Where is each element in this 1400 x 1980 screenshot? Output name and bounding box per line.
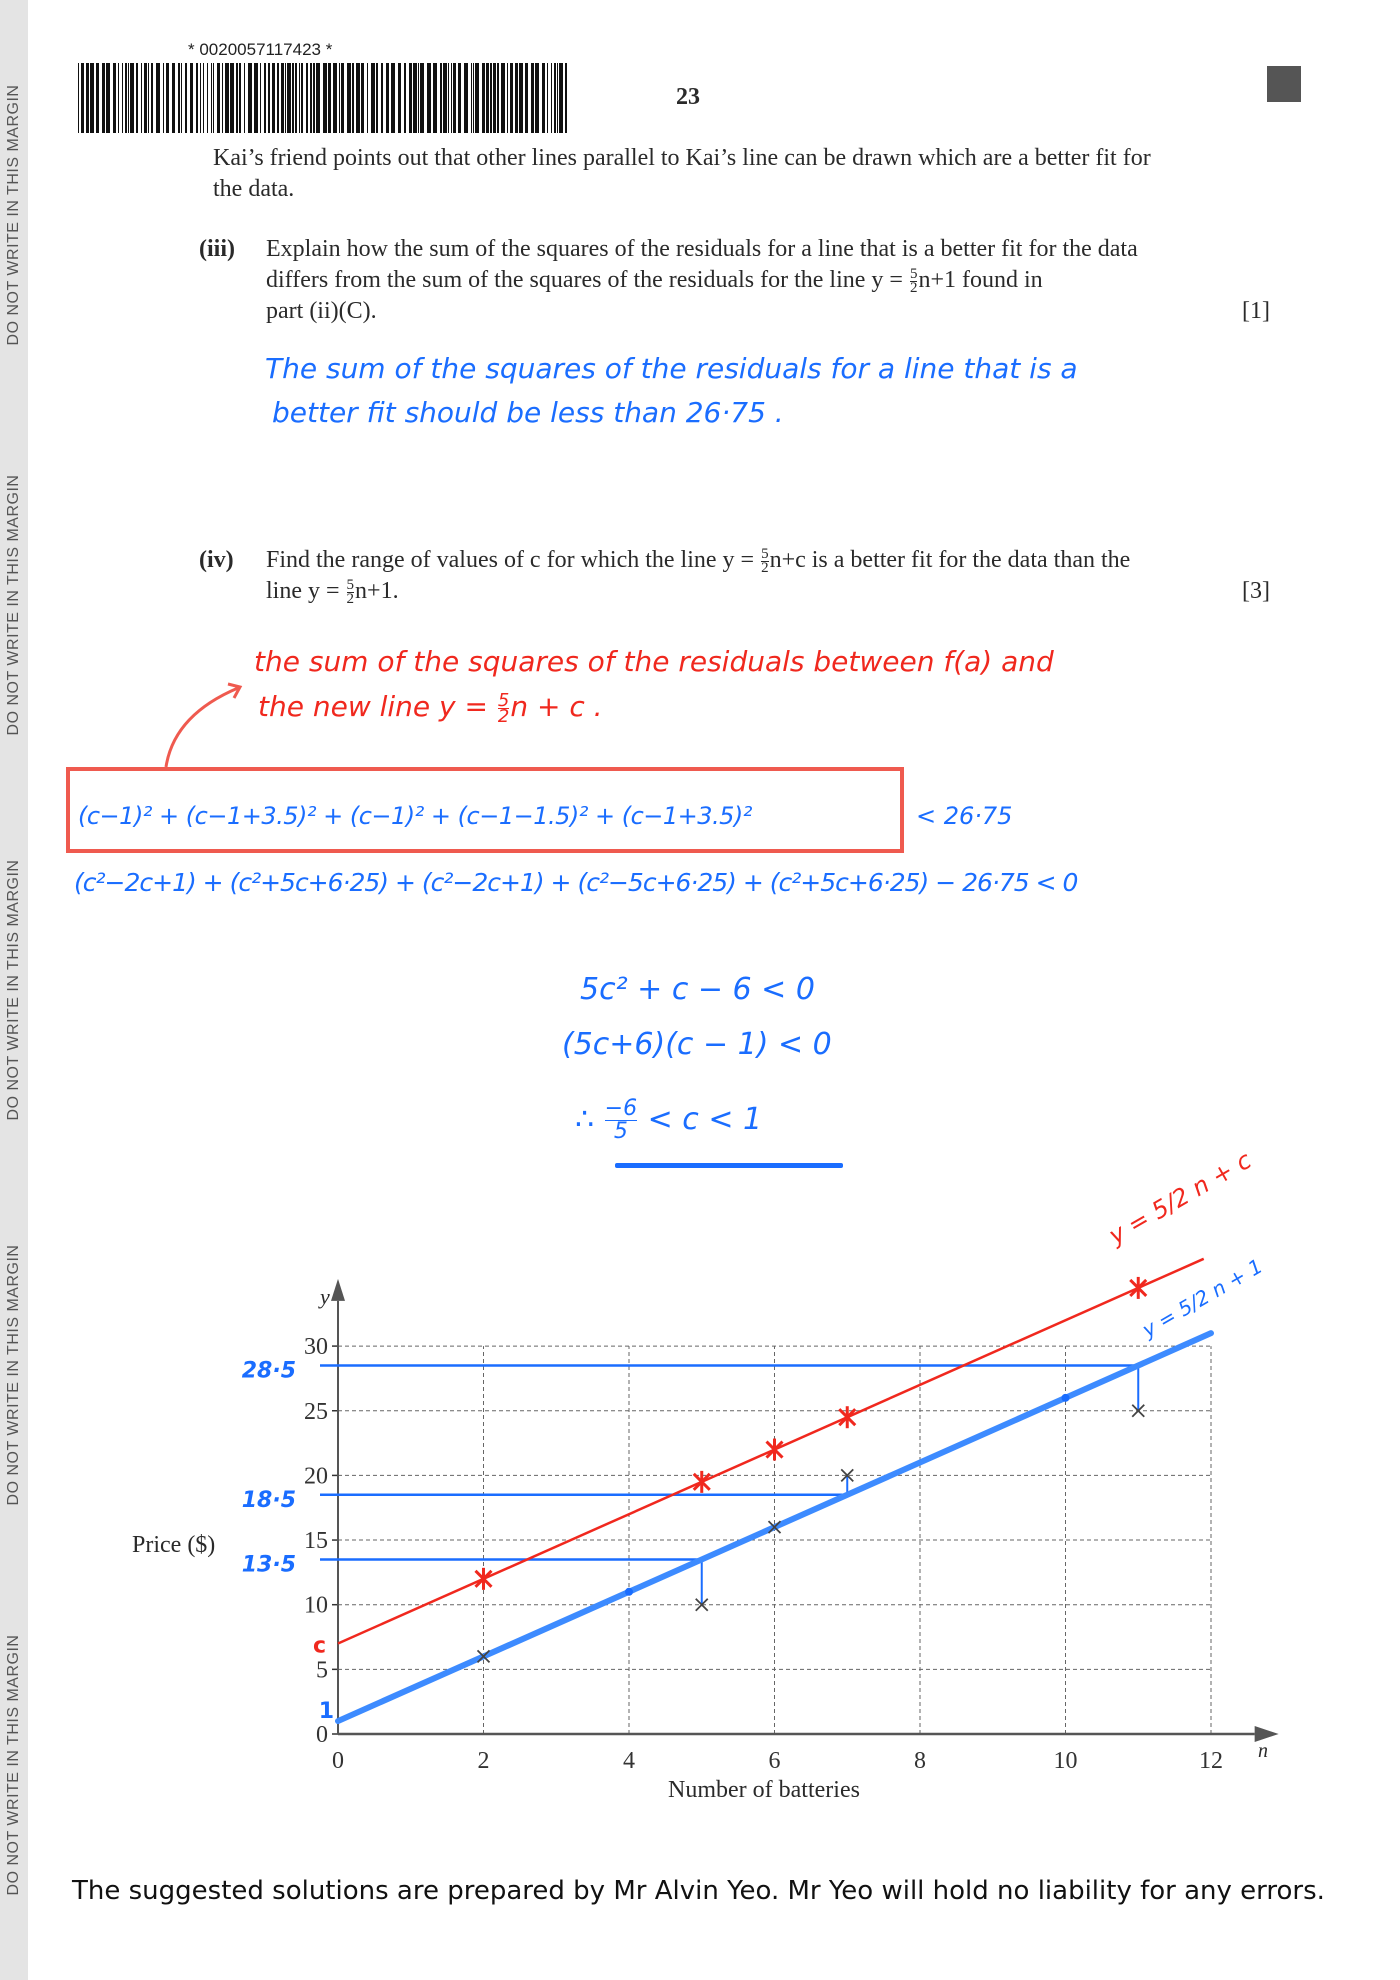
x-axis-label: Number of batteries [668, 1777, 860, 1803]
y-axis-label: Price ($) [132, 1532, 216, 1558]
intercept-annotation: c [312, 1633, 326, 1659]
fraction: $\frac{5}{2}$ [346, 576, 355, 607]
answer-line: better fit should be less than 26·75 . [272, 396, 784, 429]
y-tick-label: 0 [316, 1722, 328, 1748]
x-tick-label: 0 [332, 1748, 344, 1774]
parallel-line-label: y = 5/2 n + c [1104, 1145, 1257, 1250]
margin-warning: DO NOT WRITE IN THIS MARGIN [5, 84, 22, 346]
working-expanded: (c²−2c+1) + (c²+5c+6·25) + (c²−2c+1) + (c²−5c+6·25) + (c²+5c+6·25) − 26·75 < 0 [74, 868, 1078, 897]
fraction: $\frac{5}{2}$ [497, 689, 510, 727]
x-tick-label: 8 [914, 1748, 926, 1774]
question-text: line y = $\frac{5}{2}$ n+1. [266, 576, 399, 607]
fraction: $\frac{5}{2}$ [909, 265, 918, 296]
marks: [3] [1242, 578, 1270, 604]
footer-disclaimer: The suggested solutions are prepared by Mr Alvin Yeo. Mr Yeo will hold no liability for any errors. [72, 1876, 1325, 1906]
x-tick-label: 4 [623, 1748, 635, 1774]
question-text: part (ii)(C). [266, 298, 377, 324]
working-simplified: 5c² + c − 6 < 0 [580, 972, 815, 1007]
page-number: 23 [676, 84, 700, 110]
marks: [1] [1242, 298, 1270, 324]
residual-value-label: 28·5 [241, 1358, 296, 1384]
y-tick-label: 20 [304, 1463, 328, 1490]
annotation-line: the sum of the squares of the residuals between f(a) and [254, 645, 1054, 678]
margin-warning: DO NOT WRITE IN THIS MARGIN [5, 1244, 22, 1506]
y-tick-label: 10 [304, 1592, 328, 1619]
margin-warning: DO NOT WRITE IN THIS MARGIN [5, 474, 22, 736]
question-text-part: differs from the sum of the squares of the residuals for the line y = [266, 267, 909, 293]
fitted-line-dot [625, 1588, 633, 1596]
x-tick-label: 12 [1199, 1748, 1223, 1774]
x-tick-label: 6 [768, 1748, 781, 1774]
working-answer: ∴ $\frac{-6}{5}$ < c < 1 [575, 1096, 763, 1144]
y-axis-arrow-icon [331, 1279, 345, 1301]
y-tick-label: 25 [304, 1398, 328, 1425]
margin-warning: DO NOT WRITE IN THIS MARGIN [5, 859, 22, 1121]
question-text-part: n+1 found in [918, 267, 1043, 293]
question-label: (iv) [199, 547, 234, 573]
residual-value-label: 18·5 [241, 1487, 296, 1513]
question-text: Explain how the sum of the squares of the residuals for a line that is a better fit for the data [266, 236, 1138, 262]
fitted-line-label: y = 5/2 n + 1 [1138, 1253, 1267, 1342]
x-tick-label: 10 [1053, 1748, 1078, 1774]
question-label: (iii) [199, 236, 235, 262]
working-factored: (5c+6)(c − 1) < 0 [562, 1027, 832, 1062]
y-tick-label: 15 [304, 1528, 328, 1555]
y-axis-symbol: y [320, 1284, 330, 1309]
question-text: Find the range of values of c for which the line y = $\frac{5}{2}$ n+c is a better fit for the data than the [266, 545, 1131, 576]
answer-line: The sum of the squares of the residuals for a line that is a [265, 352, 1078, 385]
fraction: $\frac{-6}{5}$ [604, 1096, 638, 1144]
intro-line: the data. [213, 176, 295, 202]
intro-line: Kai’s friend points out that other lines parallel to Kai’s line can be drawn which are a better fit for [213, 145, 1151, 171]
fraction: $\frac{5}{2}$ [761, 545, 769, 576]
y-tick-label: 5 [316, 1657, 328, 1684]
working-boxed-rhs: < 26·75 [916, 802, 1013, 830]
x-axis-symbol: n [1258, 1740, 1268, 1762]
barcode-number: * 0020057117423 * [188, 40, 333, 59]
annotation-line: the new line y = $\frac{5}{2}$ n + c . [258, 689, 603, 727]
fitted-line-dot [1062, 1394, 1070, 1402]
y-tick-label: 30 [304, 1334, 328, 1361]
residual-value-label: 13·5 [241, 1552, 296, 1578]
working-boxed: (c−1)² + (c−1+3.5)² + (c−1)² + (c−1−1.5)² + (c−1+3.5)² [78, 802, 752, 830]
x-tick-label: 2 [477, 1748, 490, 1774]
intercept-annotation: 1 [318, 1699, 334, 1724]
margin-warning: DO NOT WRITE IN THIS MARGIN [5, 1634, 22, 1896]
